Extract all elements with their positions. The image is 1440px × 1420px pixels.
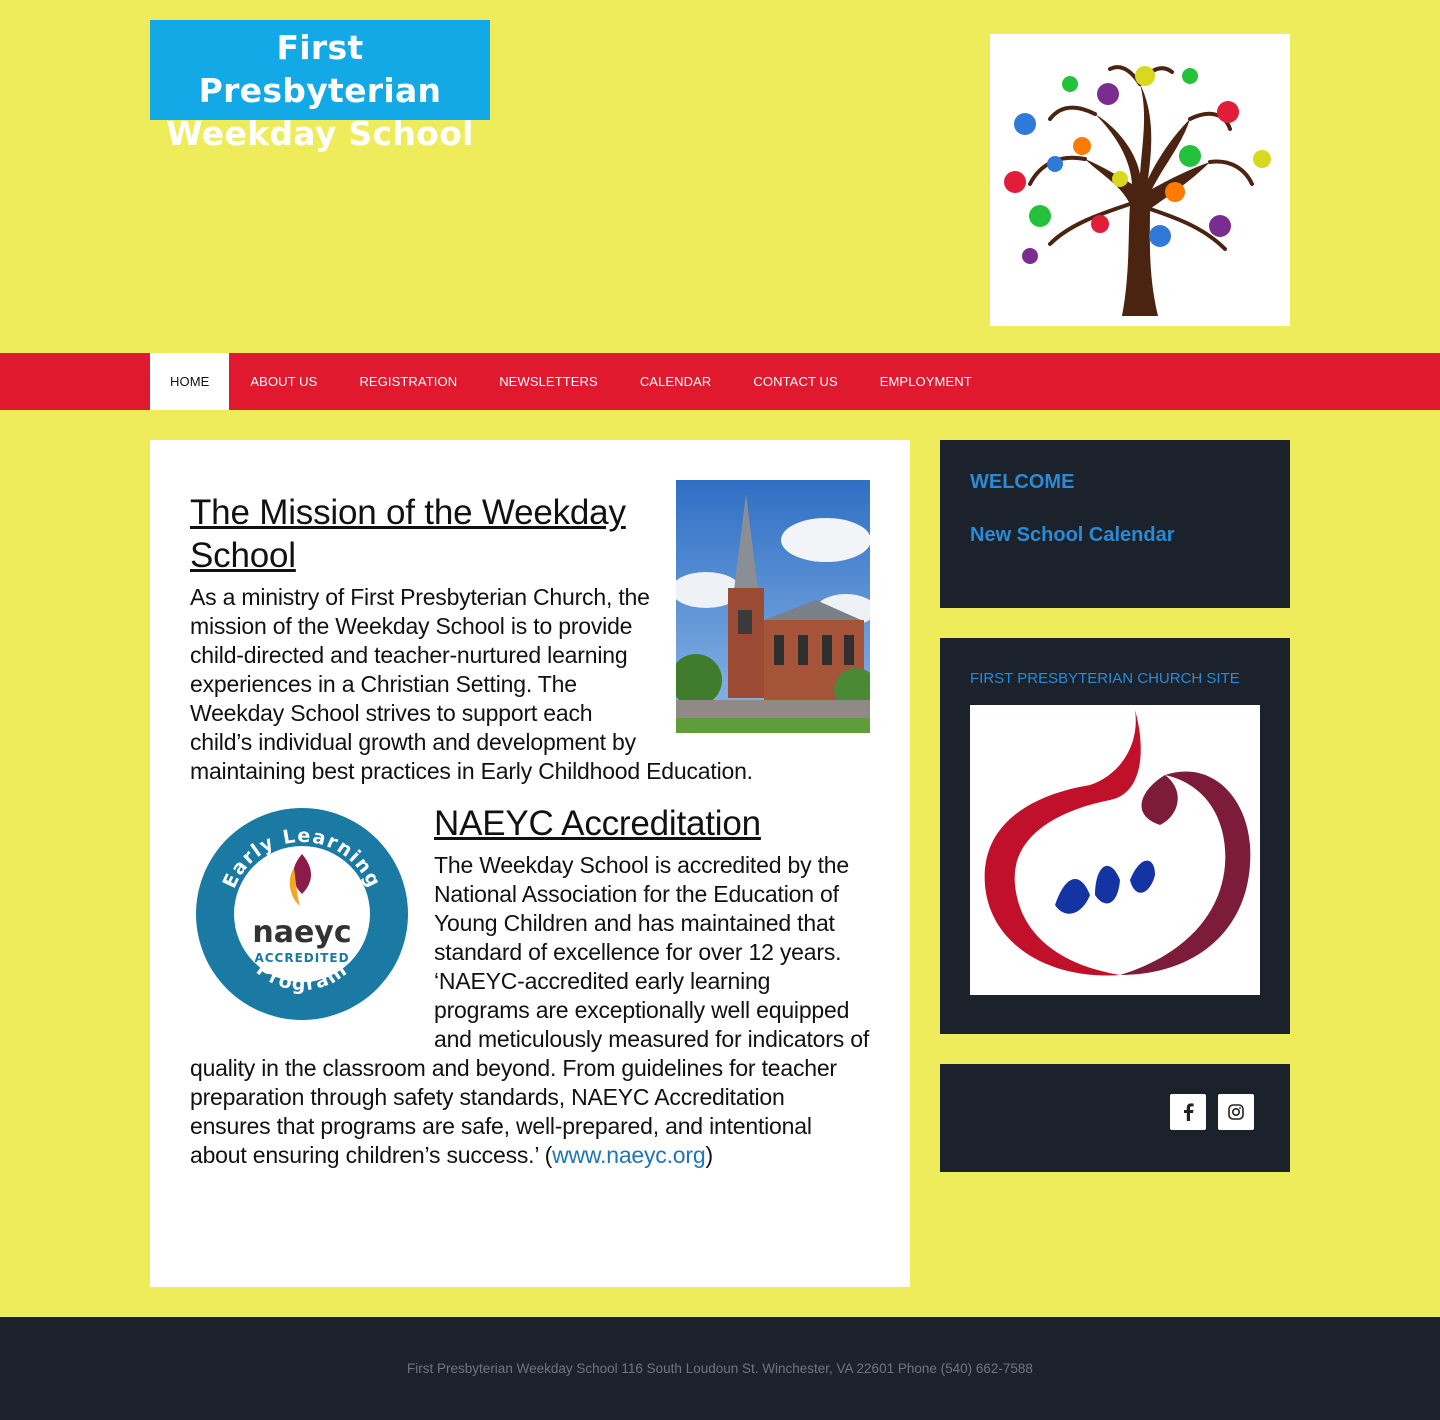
welcome-title: WELCOME bbox=[970, 471, 1075, 493]
church-logo-link[interactable] bbox=[970, 705, 1260, 995]
nav-item-calendar[interactable]: CALENDAR bbox=[639, 374, 712, 389]
logo-line-2: Weekday School bbox=[166, 114, 474, 153]
instagram-button[interactable] bbox=[1218, 1094, 1254, 1130]
logo-line-1: First Presbyterian bbox=[198, 28, 442, 110]
church-site-title: FIRST PRESBYTERIAN CHURCH SITE bbox=[970, 670, 1240, 687]
main-navigation bbox=[0, 353, 1440, 410]
church-photo bbox=[676, 480, 870, 733]
instagram-icon bbox=[1228, 1104, 1244, 1120]
social-widget bbox=[940, 1064, 1290, 1172]
nav-item-registration[interactable]: REGISTRATION bbox=[359, 374, 458, 389]
badge-accredited: ACCREDITED bbox=[254, 951, 350, 965]
naeyc-badge-image bbox=[190, 802, 414, 1026]
nav-item-home[interactable]: HOME bbox=[150, 353, 229, 410]
naeyc-section bbox=[190, 802, 870, 1170]
badge-brand: naeyc bbox=[252, 915, 352, 950]
naeyc-title: NAEYC Accreditation bbox=[434, 804, 761, 843]
badge-top-text: Early Learning bbox=[218, 824, 386, 892]
facebook-icon bbox=[1182, 1103, 1194, 1121]
nav-item-employment[interactable]: EMPLOYMENT bbox=[879, 374, 972, 389]
nav-item-newsletters[interactable]: NEWSLETTERS bbox=[499, 374, 598, 389]
mission-text: As a ministry of First Presbyterian Church, the mission of the Weekday School is to provide child-directed and teacher-nurtured learning experiences in a Christian Setting. The Weekday School strives to support each child’s individual growth and development by maintaining best practices in Early Childhood Education. bbox=[190, 584, 753, 784]
site-logo[interactable] bbox=[150, 20, 490, 153]
nav-item-about-us[interactable]: ABOUT US bbox=[250, 374, 318, 389]
tree-of-hands-image bbox=[990, 34, 1290, 326]
main-content bbox=[150, 440, 910, 1287]
naeyc-text: The Weekday School is accredited by the National Association for the Education of Young Children and has maintained that standard of excellence for over 12 years. ‘NAEYC-accredited early learning programs are exceptionally well equipped and meticulously measured for indicators of quality in the classroom and beyond. From guidelines for teacher preparation through safety standards, NAEYC Accreditation ensures that programs are safe, well-prepared, and intentional about ensuring children’s success.’ (www.naeyc.org) bbox=[190, 852, 870, 1168]
welcome-widget bbox=[940, 440, 1290, 608]
new-school-calendar-link[interactable]: New School Calendar bbox=[970, 524, 1175, 546]
facebook-button[interactable] bbox=[1170, 1094, 1206, 1130]
badge-bottom-text: Program bbox=[252, 958, 352, 996]
mission-title: The Mission of the Weekday School bbox=[190, 493, 626, 575]
footer-text: First Presbyterian Weekday School 116 South Loudoun St. Winchester, VA 22601 Phone (540) 662-7588 bbox=[407, 1361, 1033, 1376]
site-footer bbox=[0, 1317, 1440, 1420]
naeyc-link[interactable]: www.naeyc.org bbox=[552, 1142, 706, 1168]
social-links bbox=[1170, 1094, 1254, 1130]
church-site-widget bbox=[940, 638, 1290, 1034]
nav-item-contact-us[interactable]: CONTACT US bbox=[753, 374, 838, 389]
